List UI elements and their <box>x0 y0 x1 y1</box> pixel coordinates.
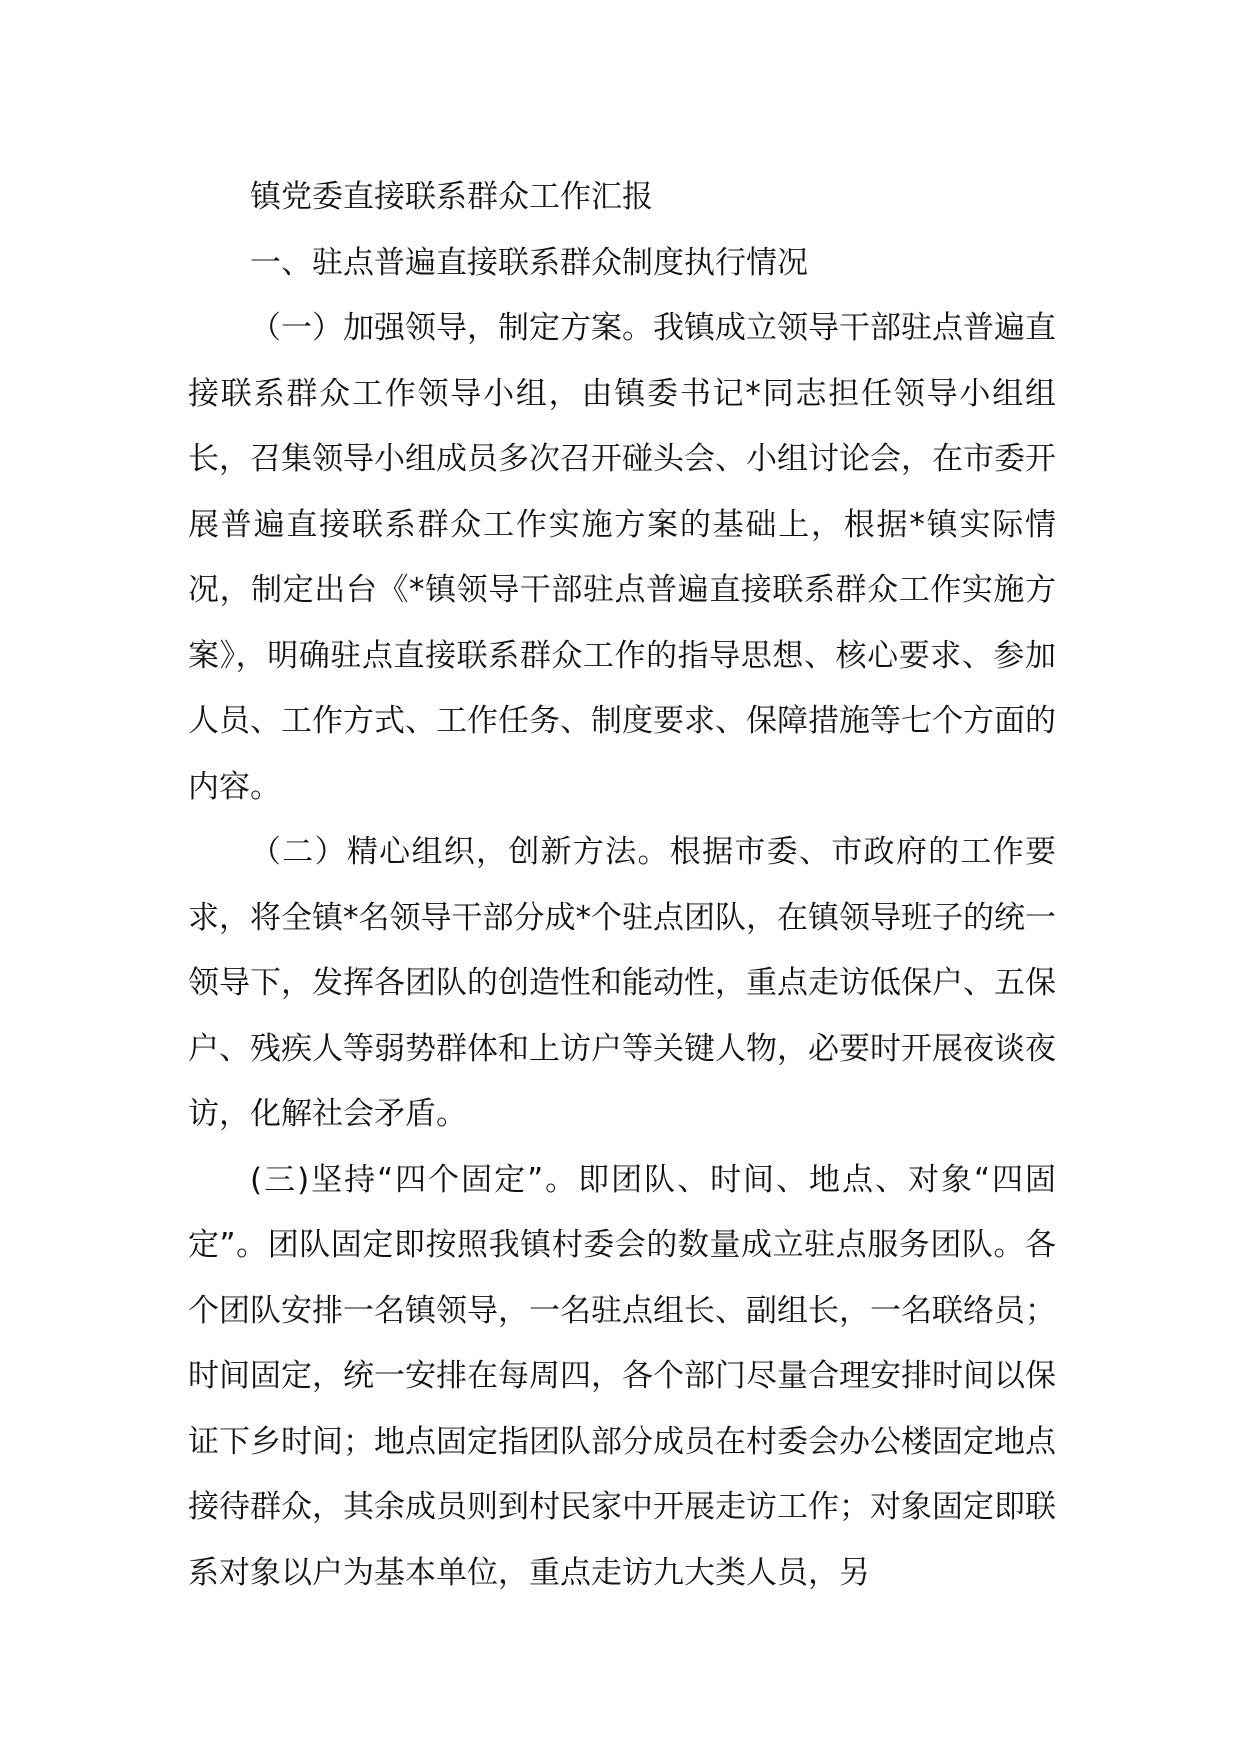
section-heading: 一、驻点普遍直接联系群众制度执行情况 <box>250 244 808 281</box>
paragraph-3: (三)坚持“四个固定”。即团队、时间、地点、对象“四固定”。团队固定即按照我镇村委会的数量成立驻点服务团队。各个团队安排一名镇领导，一名驻点组长、副组长，一名联络员；时间固定，统一安排在每周四，各个部门尽量合理安排时间以保证下乡时间；地点固定指团队部分成员在村委会办公楼固定地点接待群众，其余成员则到村民家中开展走访工作；对象固定即联系对象以户为基本单位，重点走访九大类人员，另 <box>188 1161 1056 1591</box>
document-body <box>188 165 1056 1606</box>
document-title: 镇党委直接联系群众工作汇报 <box>250 179 653 215</box>
paragraph-1: （一）加强领导，制定方案。我镇成立领导干部驻点普遍直接联系群众工作领导小组，由镇委书记*同志担任领导小组组长，召集领导小组成员多次召开碰头会、小组讨论会，在市委开展普遍直接联系群众工作实施方案的基础上，根据*镇实际情况，制定出台《*镇领导干部驻点普遍直接联系群众工作实施方案》，明确驻点直接联系群众工作的指导思想、核心要求、参加人员、工作方式、工作任务、制度要求、保障措施等七个方面的内容。 <box>188 310 1056 805</box>
paragraph-2: （二）精心组织，创新方法。根据市委、市政府的工作要求，将全镇*名领导干部分成*个驻点团队，在镇领导班子的统一领导下，发挥各团队的创造性和能动性，重点走访低保户、五保户、残疾人等弱势群体和上访户等关键人物，必要时开展夜谈夜访，化解社会矛盾。 <box>188 834 1056 1132</box>
